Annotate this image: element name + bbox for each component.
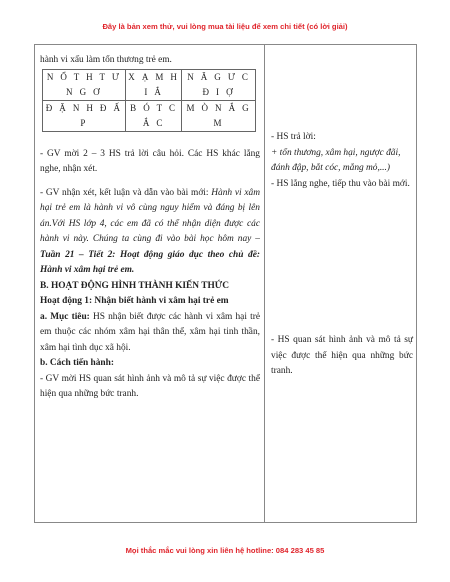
lesson-title: Tuần 21 – Tiết 2: Hoạt động giáo dục theo chủ đề: Hành vi xâm hại trẻ em. — [40, 249, 260, 275]
goal-text: HS nhận biết được các hành vi xâm hại trẻ em thuộc các nhóm xâm hại thân thể, xâm hại tinh thần, xâm hại tình dục xã hội. — [40, 311, 260, 353]
student-answer-label: - HS trả lời: — [271, 132, 316, 142]
goal-paragraph — [40, 310, 260, 357]
goal-label: a. Mục tiêu: — [40, 311, 90, 322]
puzzle-cell: N Ổ T H T Ư N G Ơ — [43, 69, 126, 100]
teacher-instruction-1: - GV mời 2 – 3 HS trả lời câu hỏi. Các HS khác lắng nghe, nhận xét. — [40, 148, 260, 174]
table-row — [43, 100, 256, 131]
teacher-column — [40, 53, 260, 403]
teacher-instruction-2: - GV mời HS quan sát hình ảnh và mô tả sự việc được thể hiện qua những bức tranh. — [40, 373, 260, 399]
puzzle-cell: X Ạ M H I Ắ — [126, 69, 182, 100]
student-answer-text: + tổn thương, xâm hại, ngược đãi, đánh đập, bắt cóc, mắng mỏ,...) — [271, 147, 401, 173]
puzzle-cell: M Ò N Ắ G M — [182, 100, 256, 131]
table-row — [43, 69, 256, 100]
teacher-conclusion — [40, 186, 260, 279]
word-puzzle-table — [42, 69, 256, 132]
activity-heading: Hoạt động 1: Nhận biết hành vi xâm hại trẻ em — [40, 296, 229, 306]
column-divider — [264, 44, 265, 523]
section-heading: B. HOẠT ĐỘNG HÌNH THÀNH KIẾN THỨC — [40, 280, 230, 291]
puzzle-cell: Đ Ặ N H Đ Ấ P — [43, 100, 126, 131]
puzzle-cell: N Ă G Ư C Đ I Ợ — [182, 69, 256, 100]
puzzle-cell: B Ó T C Ắ C — [126, 100, 182, 131]
method-heading: b. Cách tiến hành: — [40, 358, 114, 368]
student-listen: - HS lắng nghe, tiếp thu vào bài mới. — [271, 178, 410, 189]
preview-banner: Đây là bản xem thử, vui lòng mua tài liệu để xem chi tiết (có lời giải) — [102, 22, 348, 31]
conclusion-italic: Hành vi xâm hại trẻ em là hành vi vô cùng nguy hiểm và đáng bị lên án.Với HS lớp 4, các em đã có thể nhận diện được các hành vi này. Chúng ta cùng đi vào bài học hôm nay – — [40, 187, 260, 244]
student-observe: - HS quan sát hình ảnh và mô tả sự việc được thể hiện qua những bức tranh. — [271, 335, 413, 376]
hotline-footer: Mọi thắc mắc vui lòng xin liên hệ hotline: 084 283 45 85 — [125, 546, 325, 555]
student-column — [271, 53, 413, 380]
conclusion-plain: - GV nhận xét, kết luận và dẫn vào bài mới: — [40, 187, 212, 198]
intro-line: hành vi xấu làm tổn thương trẻ em. — [40, 55, 172, 65]
